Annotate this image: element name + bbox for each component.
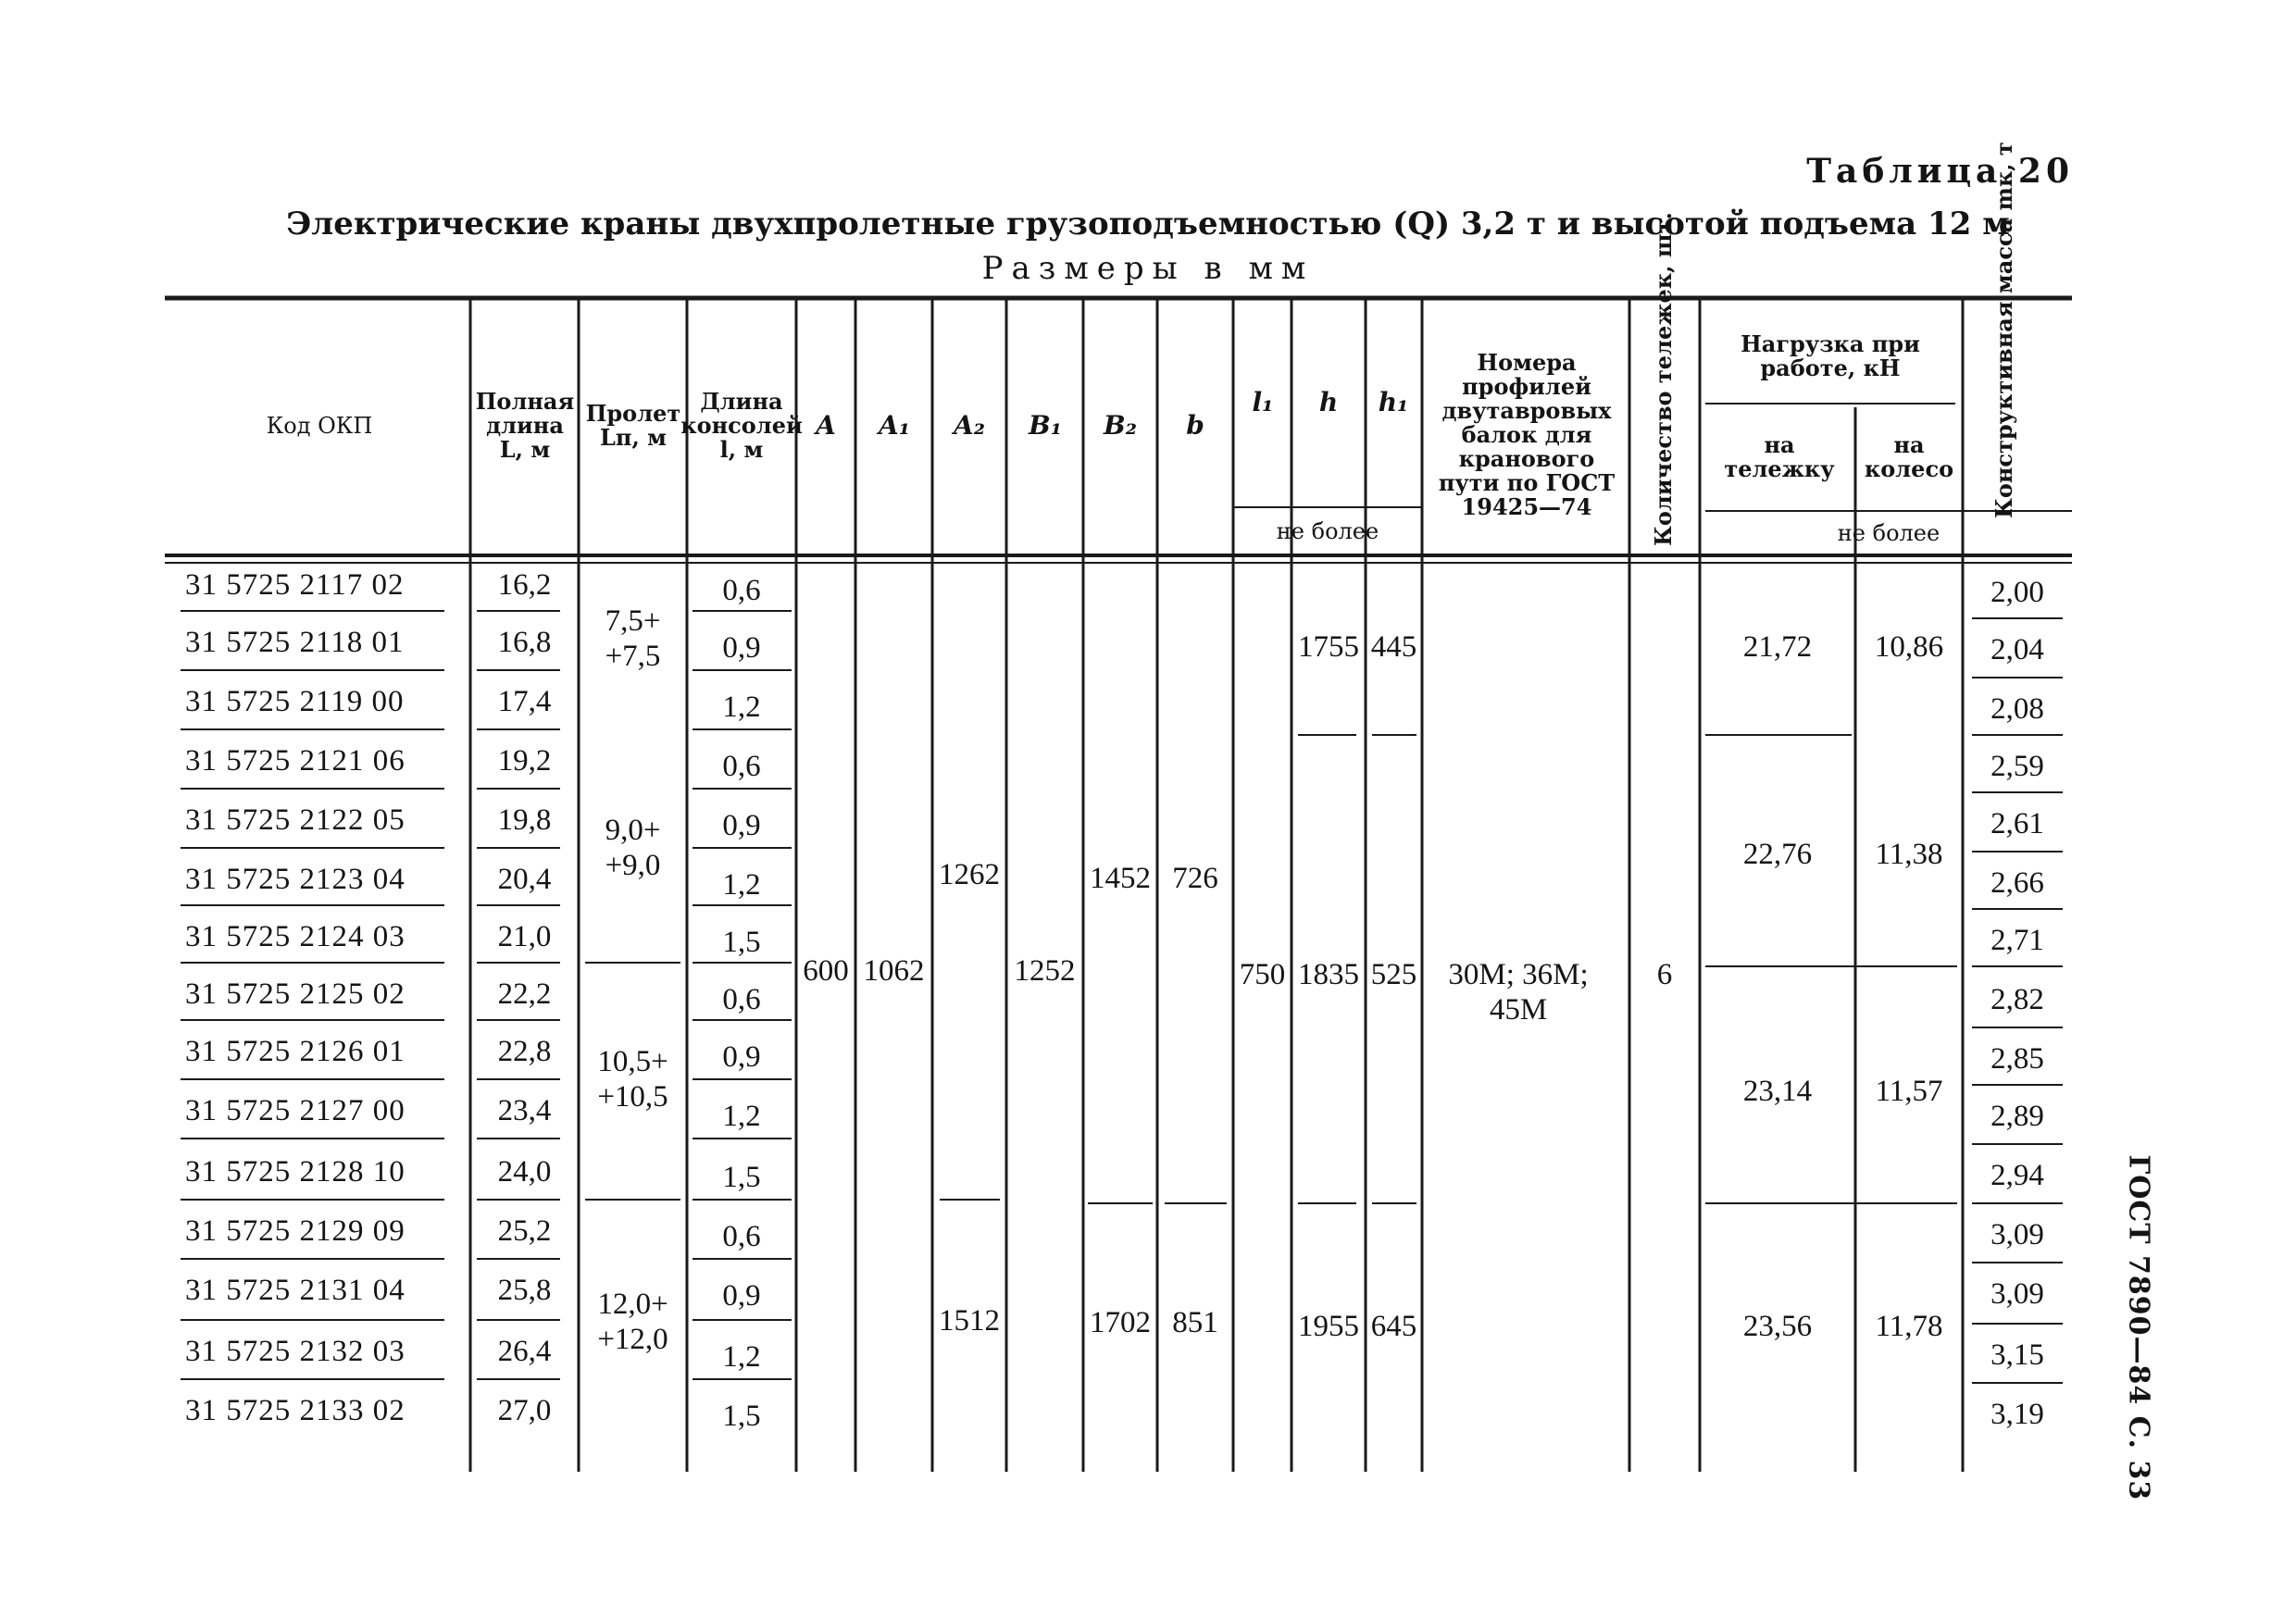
row-code: 31 5725 2132 03 [185, 1335, 406, 1368]
cell-b-2: 851 [1172, 1306, 1218, 1339]
row-mass: 2,66 [1990, 866, 2044, 900]
cell-B2-1: 1452 [1090, 862, 1151, 895]
span-group-2: 9,0+ +9,0 [605, 814, 661, 882]
row-code: 31 5725 2131 04 [185, 1274, 406, 1307]
row-console-length: 1,2 [722, 691, 761, 724]
header-not-more-2: не более [1837, 520, 1940, 546]
row-code: 31 5725 2128 10 [185, 1155, 406, 1189]
row-console-length: 1,2 [722, 1340, 761, 1374]
load-wheel-1: 10,86 [1874, 630, 1944, 664]
row-full-length: 25,2 [497, 1214, 552, 1248]
row-code: 31 5725 2117 02 [185, 568, 405, 602]
cell-h-3: 1955 [1298, 1310, 1359, 1343]
row-code: 31 5725 2119 00 [185, 685, 405, 718]
cell-h-1: 1755 [1298, 630, 1359, 664]
row-code: 31 5725 2126 01 [185, 1035, 406, 1068]
row-console-length: 1,2 [722, 868, 761, 902]
row-console-length: 0,9 [722, 1040, 761, 1074]
row-full-length: 25,8 [497, 1274, 552, 1307]
row-console-length: 1,5 [722, 1161, 761, 1194]
header-h1: h₁ [1378, 387, 1409, 417]
row-mass: 2,04 [1990, 633, 2044, 666]
table-caption: Электрические краны двухпролетные грузоподъемностью (Q) 3,2 т и высотой подъема 12 м [286, 205, 2010, 243]
cell-A: 600 [803, 954, 849, 988]
units-caption: Размеры в мм [981, 250, 1315, 287]
row-full-length: 22,2 [497, 977, 552, 1011]
header-B1: B₁ [1029, 410, 1062, 441]
row-full-length: 16,8 [497, 626, 552, 659]
header-load-trolley: на тележку [1724, 431, 1835, 482]
row-mass: 2,08 [1990, 692, 2044, 726]
row-full-length: 19,8 [497, 803, 552, 837]
row-full-length: 22,8 [497, 1035, 552, 1068]
header-A: A [816, 410, 836, 441]
header-profiles: Номера профилей двутавровых балок для кранового пути по ГОСТ 19425—74 [1438, 349, 1616, 520]
row-mass: 3,09 [1990, 1218, 2044, 1251]
row-mass: 2,94 [1990, 1159, 2044, 1192]
row-full-length: 23,4 [497, 1094, 552, 1127]
header-bogies: Количество тележек, шт. [1650, 212, 1677, 546]
header-not-more-1: не более [1276, 518, 1379, 544]
load-trolley-4: 23,56 [1742, 1310, 1813, 1343]
side-page-label: ГОСТ 7890—84 С. 33 [2122, 1154, 2155, 1501]
header-A1: A₁ [879, 410, 910, 441]
header-span: Пролет Lп, м [585, 400, 681, 451]
cell-b-1: 726 [1172, 862, 1218, 895]
row-mass: 2,82 [1990, 983, 2044, 1016]
row-console-length: 0,9 [722, 1279, 761, 1313]
row-full-length: 27,0 [497, 1394, 552, 1427]
load-trolley-3: 23,14 [1742, 1075, 1813, 1108]
row-mass: 3,09 [1990, 1277, 2044, 1311]
header-console-length: Длина консолей l, м [680, 388, 803, 463]
cell-h1-2: 525 [1370, 958, 1417, 991]
row-mass: 2,61 [1990, 807, 2044, 840]
row-mass: 2,59 [1990, 750, 2044, 783]
row-console-length: 0,6 [722, 983, 761, 1016]
cell-A2-2: 1512 [939, 1304, 1000, 1338]
row-console-length: 0,9 [722, 809, 761, 842]
cell-h1-1: 445 [1370, 630, 1417, 664]
row-mass: 2,89 [1990, 1100, 2044, 1133]
row-code: 31 5725 2118 01 [185, 626, 405, 659]
header-h: h [1318, 387, 1339, 417]
row-console-length: 1,5 [722, 1400, 761, 1433]
header-A2: A₂ [954, 410, 985, 441]
row-console-length: 1,2 [722, 1100, 761, 1133]
span-group-4: 12,0+ +12,0 [597, 1288, 668, 1356]
header-load-wheel: на колесо [1864, 431, 1954, 482]
cell-bogies: 6 [1656, 958, 1673, 991]
header-B2: B₂ [1104, 410, 1137, 441]
header-b: b [1186, 410, 1204, 441]
row-mass: 3,15 [1990, 1338, 2044, 1372]
row-code: 31 5725 2122 05 [185, 803, 406, 837]
header-full-length: Полная длина L, м [475, 388, 575, 463]
row-mass: 2,85 [1990, 1042, 2044, 1076]
row-code: 31 5725 2129 09 [185, 1214, 406, 1248]
row-console-length: 0,6 [722, 1220, 761, 1253]
row-code: 31 5725 2125 02 [185, 977, 406, 1011]
row-full-length: 16,2 [497, 568, 552, 602]
header-mass: Конструктивная масса mк, т [1990, 142, 2017, 518]
row-code: 31 5725 2127 00 [185, 1094, 406, 1127]
row-mass: 2,71 [1990, 924, 2044, 957]
cell-h-2: 1835 [1298, 958, 1359, 991]
span-group-1: 7,5+ +7,5 [605, 604, 661, 673]
row-full-length: 21,0 [497, 920, 552, 953]
row-mass: 2,00 [1990, 576, 2044, 609]
row-full-length: 19,2 [497, 744, 552, 778]
load-wheel-4: 11,78 [1875, 1310, 1943, 1343]
row-code: 31 5725 2123 04 [185, 863, 406, 896]
row-full-length: 26,4 [497, 1335, 552, 1368]
cell-h1-3: 645 [1370, 1310, 1417, 1343]
row-console-length: 1,5 [722, 926, 761, 959]
cell-A1: 1062 [863, 954, 925, 988]
row-code: 31 5725 2124 03 [185, 920, 406, 953]
row-console-length: 0,6 [722, 574, 761, 607]
row-full-length: 20,4 [497, 863, 552, 896]
row-full-length: 17,4 [497, 685, 552, 718]
row-code: 31 5725 2133 02 [185, 1394, 406, 1427]
cell-A2-1: 1262 [939, 858, 1000, 891]
load-trolley-2: 22,76 [1742, 838, 1813, 871]
load-wheel-3: 11,57 [1875, 1075, 1943, 1108]
row-console-length: 0,6 [722, 750, 761, 783]
load-wheel-2: 11,38 [1875, 838, 1943, 871]
cell-B1: 1252 [1014, 954, 1076, 988]
load-trolley-1: 21,72 [1742, 630, 1813, 664]
cell-B2-2: 1702 [1090, 1306, 1151, 1339]
cell-profiles: 30М; 36М; 45М [1448, 958, 1589, 1027]
row-console-length: 0,9 [722, 631, 761, 665]
row-full-length: 24,0 [497, 1155, 552, 1189]
cell-l1: 750 [1239, 958, 1286, 991]
header-code: Код ОКП [266, 413, 373, 439]
row-mass: 3,19 [1990, 1398, 2044, 1431]
table-number: Таблица 20 [1806, 152, 2074, 191]
header-load: Нагрузка при работе, кН [1741, 330, 1920, 381]
row-code: 31 5725 2121 06 [185, 744, 406, 778]
header-l1: l₁ [1252, 387, 1274, 417]
span-group-3: 10,5+ +10,5 [597, 1045, 668, 1114]
